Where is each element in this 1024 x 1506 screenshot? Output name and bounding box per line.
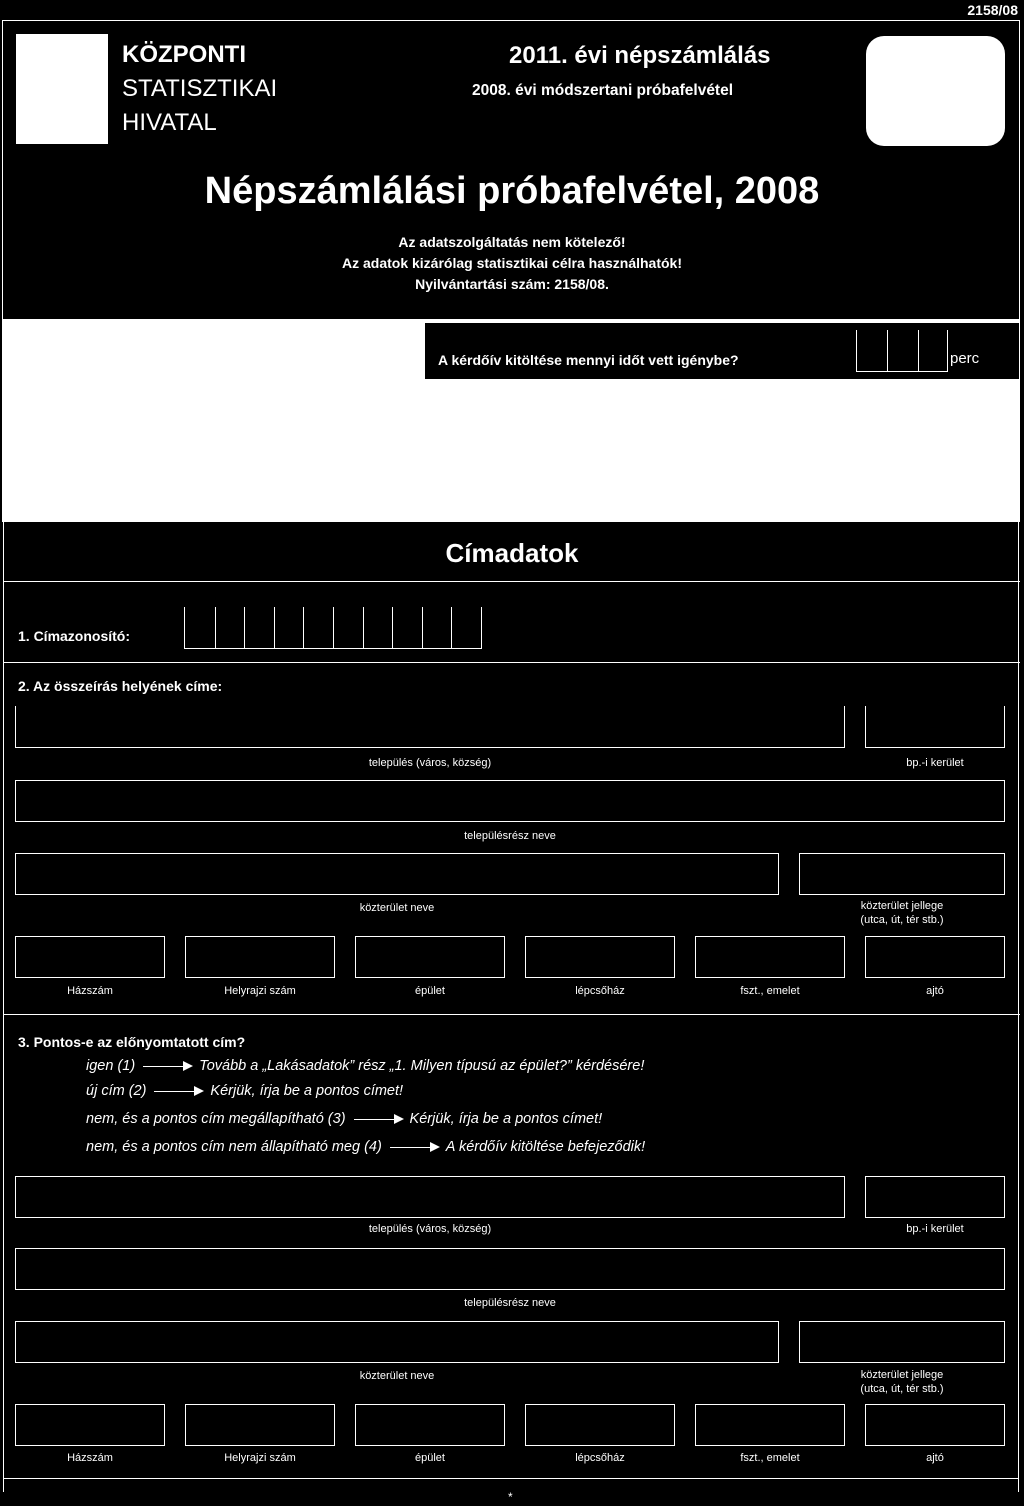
district-input[interactable] [865, 706, 1005, 748]
notice-statistical-use: Az adatok kizárólag statisztikai célra használhatók! [341, 255, 682, 271]
corrected-door-input[interactable] [865, 1404, 1005, 1446]
notice-registration-number: Nyilvántartási szám: 2158/08. [415, 276, 609, 292]
q3-option-3[interactable]: nem, és a pontos cím megállapítható (3) Kérjük, írja be a pontos címet! [86, 1111, 603, 1127]
corrected-floor-label: fszt., emelet [740, 1452, 800, 1464]
time-question-label: A kérdőív kitöltése mennyi időt vett igénybe? [438, 352, 739, 368]
arrow-right-icon [354, 1119, 402, 1120]
corrected-street-type-label: közterület jellege (utca, út, tér stb.) [860, 1369, 944, 1395]
door-input[interactable] [865, 936, 1005, 978]
corrected-staircase-label: lépcsőház [575, 1452, 625, 1464]
section-divider [4, 581, 1020, 582]
q3-option-1[interactable]: igen (1) Tovább a „Lakásadatok” rész „1. Milyen típusú az épület?” kérdésére! [86, 1058, 645, 1074]
q1-divider [4, 662, 1020, 663]
main-title: Népszámlálási próbafelvétel, 2008 [204, 170, 820, 212]
address-id-input[interactable] [184, 607, 482, 649]
corrected-building-input[interactable] [355, 1404, 505, 1446]
floor-input[interactable] [695, 936, 845, 978]
house-number-input[interactable] [15, 936, 165, 978]
street-name-input[interactable] [15, 853, 779, 895]
door-label: ajtó [926, 985, 944, 997]
org-line-1: KÖZPONTI [122, 41, 246, 68]
q2-label: 2. Az összeírás helyének címe: [18, 678, 223, 694]
corrected-lot-number-input[interactable] [185, 1404, 335, 1446]
q3-option-2[interactable]: új cím (2) Kérjük, írja be a pontos címet! [86, 1083, 404, 1099]
district-label: bp.-i kerület [906, 757, 964, 769]
street-type-input[interactable] [799, 853, 1005, 895]
corrected-lot-number-label: Helyrajzi szám [224, 1452, 296, 1464]
ksh-logo [16, 34, 108, 144]
time-unit: perc [950, 350, 980, 367]
corrected-house-number-input[interactable] [15, 1404, 165, 1446]
building-label: épület [415, 985, 445, 997]
staircase-input[interactable] [525, 936, 675, 978]
bottom-frame-line [3, 1478, 1019, 1479]
lot-number-label: Helyrajzi szám [224, 985, 296, 997]
barcode-label-area [866, 36, 1005, 146]
org-name [122, 38, 277, 140]
corrected-staircase-input[interactable] [525, 1404, 675, 1446]
page-mark: * [508, 1490, 513, 1504]
org-line-2: STATISZTIKAI [122, 75, 278, 102]
corrected-settlement-input[interactable] [15, 1176, 845, 1218]
floor-label: fszt., emelet [740, 985, 800, 997]
corrected-settlement-part-input[interactable] [15, 1248, 1005, 1290]
corrected-building-label: épület [415, 1452, 445, 1464]
form-code: 2158/08 [967, 2, 1018, 18]
q3-label: 3. Pontos-e az előnyomtatott cím? [18, 1034, 246, 1050]
right-frame-line [1018, 522, 1019, 1492]
corrected-door-label: ajtó [926, 1452, 944, 1464]
lot-number-input[interactable] [185, 936, 335, 978]
q3-option-4[interactable]: nem, és a pontos cím nem állapítható meg (4) A kérdőív kitöltése befejeződik! [86, 1139, 646, 1155]
settlement-input[interactable] [15, 706, 845, 748]
q2-divider [4, 1014, 1020, 1015]
corrected-street-type-input[interactable] [799, 1321, 1005, 1363]
settlement-part-input[interactable] [15, 780, 1005, 822]
notices [0, 232, 1024, 295]
corrected-settlement-label: település (város, község) [368, 1223, 492, 1235]
corrected-district-label: bp.-i kerület [906, 1223, 964, 1235]
arrow-right-icon [154, 1091, 202, 1092]
notice-voluntary: Az adatszolgáltatás nem kötelező! [398, 234, 626, 250]
corrected-street-name-label: közterület neve [359, 1370, 435, 1382]
org-line-3: HIVATAL [122, 109, 217, 136]
street-type-label: közterület jellege (utca, út, tér stb.) [860, 900, 944, 926]
staircase-label: lépcsőház [575, 985, 625, 997]
settlement-part-label: településrész neve [464, 830, 556, 842]
section-title: Címadatok [445, 538, 579, 568]
corrected-floor-input[interactable] [695, 1404, 845, 1446]
settlement-label: település (város, község) [368, 757, 492, 769]
left-frame-line [3, 522, 4, 1492]
corrected-settlement-part-label: településrész neve [464, 1297, 556, 1309]
time-minutes-input[interactable] [856, 330, 948, 372]
corrected-house-number-label: Házszám [67, 1452, 113, 1464]
corrected-street-name-input[interactable] [15, 1321, 779, 1363]
arrow-right-icon [143, 1066, 191, 1067]
house-number-label: Házszám [67, 985, 113, 997]
q1-label: 1. Címazonosító: [18, 628, 131, 644]
census-title: 2011. évi népszámlálás [509, 42, 771, 69]
building-input[interactable] [355, 936, 505, 978]
arrow-right-icon [390, 1147, 438, 1148]
street-name-label: közterület neve [359, 902, 435, 914]
census-subtitle: 2008. évi módszertani próbafelvétel [472, 82, 734, 99]
corrected-district-input[interactable] [865, 1176, 1005, 1218]
